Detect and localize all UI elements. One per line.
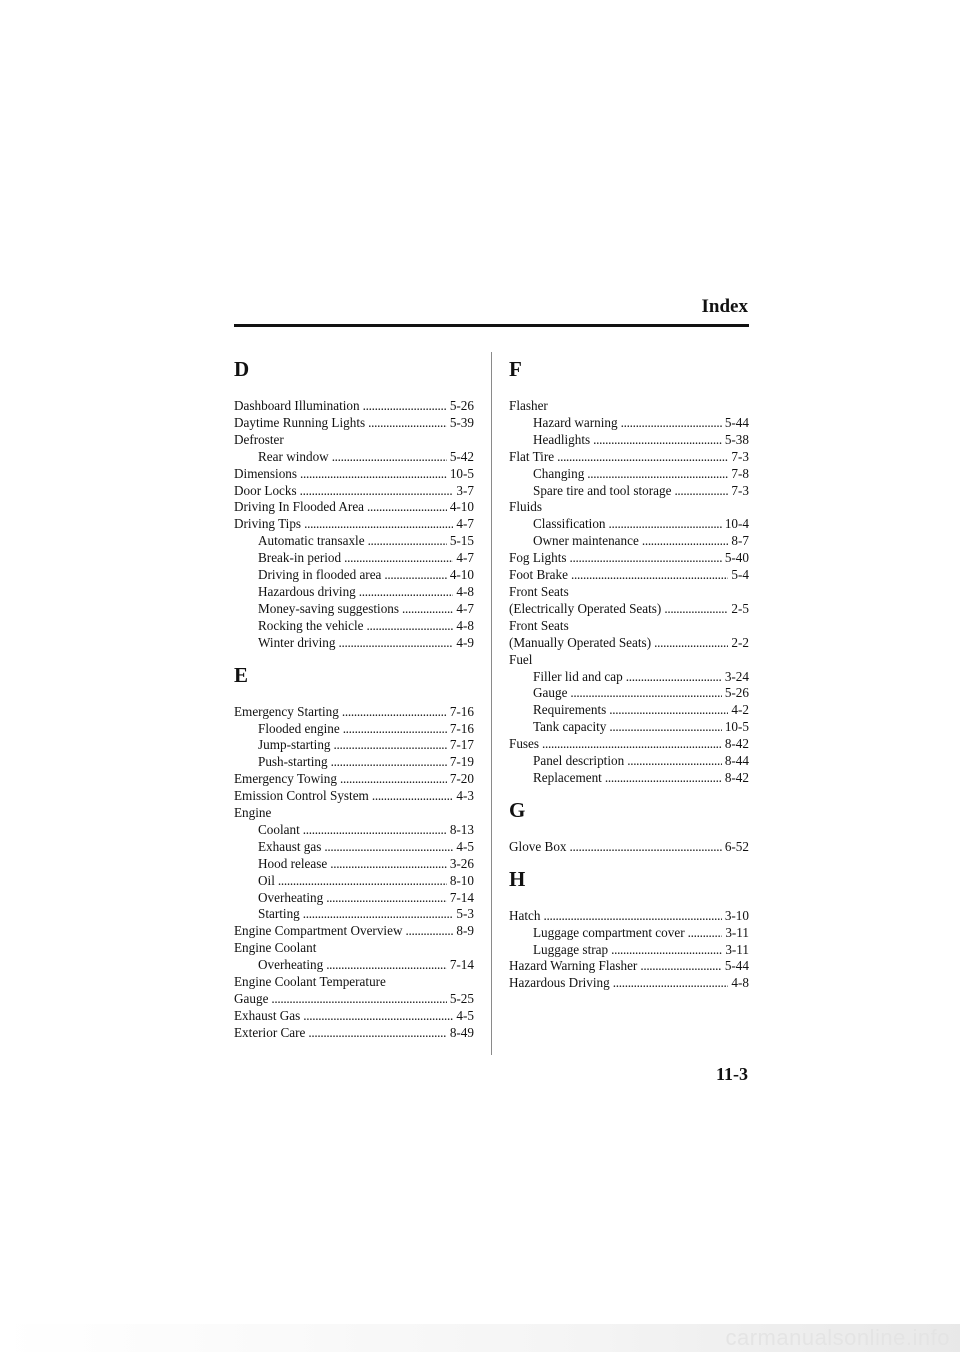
entry-term: Driving in flooded area bbox=[258, 567, 382, 583]
entry-page-ref: 7-8 bbox=[731, 465, 749, 481]
index-entry bbox=[234, 822, 474, 839]
index-entry bbox=[509, 584, 749, 601]
entry-page-ref: 4-8 bbox=[731, 975, 749, 991]
index-entry bbox=[234, 601, 474, 618]
index-entry bbox=[234, 449, 474, 466]
entry-term: Defroster bbox=[234, 431, 284, 447]
entry-term: Hazardous driving bbox=[258, 583, 356, 599]
index-entry bbox=[509, 601, 749, 618]
entry-term: Coolant bbox=[258, 821, 300, 837]
entry-term: Gauge bbox=[533, 685, 568, 701]
index-entry bbox=[234, 721, 474, 738]
index-entry bbox=[509, 753, 749, 770]
entry-page-ref: 7-20 bbox=[449, 771, 474, 787]
index-entry bbox=[509, 550, 749, 567]
entry-term: Emission Control System bbox=[234, 788, 369, 804]
index-entry bbox=[234, 704, 474, 721]
entry-term: Fog Lights bbox=[509, 550, 567, 566]
dot-leader bbox=[304, 516, 453, 533]
index-section bbox=[234, 356, 474, 652]
index-entry bbox=[234, 516, 474, 533]
entry-page-ref: 3-7 bbox=[456, 482, 474, 498]
entry-page-ref: 5-25 bbox=[449, 991, 474, 1006]
entry-term: Filler lid and cap bbox=[533, 668, 623, 684]
dot-leader bbox=[308, 1025, 446, 1042]
entry-term: Jump-starting bbox=[258, 737, 331, 753]
index-entry bbox=[234, 618, 474, 635]
index-entry bbox=[509, 483, 749, 500]
entry-page-ref: 4-7 bbox=[456, 516, 474, 532]
dot-leader bbox=[343, 721, 447, 738]
entry-page-ref: 7-16 bbox=[449, 703, 474, 719]
entry-page-ref: 4-5 bbox=[456, 1007, 474, 1023]
entry-page-ref: 7-17 bbox=[449, 737, 474, 753]
dot-leader bbox=[271, 991, 446, 1008]
entry-page-ref: 4-7 bbox=[456, 600, 474, 616]
section-letter: E bbox=[234, 662, 249, 687]
entry-term: Requirements bbox=[533, 702, 607, 718]
entry-term: (Manually Operated Seats) bbox=[509, 634, 652, 650]
entry-term: Hazard Warning Flasher bbox=[509, 958, 638, 974]
dot-leader bbox=[331, 754, 447, 771]
dot-leader bbox=[326, 890, 447, 907]
dot-leader bbox=[688, 925, 723, 942]
dot-leader bbox=[627, 753, 722, 770]
dot-leader bbox=[626, 669, 722, 686]
entry-page-ref: 4-9 bbox=[456, 634, 474, 650]
entry-page-ref: 8-7 bbox=[731, 533, 749, 549]
entry-term: Winter driving bbox=[258, 634, 336, 650]
index-entry bbox=[234, 940, 474, 957]
watermark: carmanualsonline.info bbox=[0, 1324, 960, 1352]
dot-leader bbox=[303, 1008, 453, 1025]
entry-term: Flooded engine bbox=[258, 720, 340, 736]
dot-leader bbox=[542, 736, 722, 753]
entry-page-ref: 4-7 bbox=[456, 550, 474, 566]
entry-page-ref: 8-42 bbox=[724, 736, 749, 752]
entry-page-ref: 6-52 bbox=[724, 838, 749, 854]
entry-page-ref: 5-15 bbox=[449, 533, 474, 549]
entry-term: (Electrically Operated Seats) bbox=[509, 600, 662, 616]
entry-page-ref: 5-4 bbox=[731, 567, 749, 583]
index-entry bbox=[234, 398, 474, 415]
entry-page-ref: 5-26 bbox=[449, 398, 474, 413]
dot-leader bbox=[366, 618, 453, 635]
index-entry bbox=[234, 432, 474, 449]
entry-term: Dashboard Illumination bbox=[234, 398, 360, 413]
entry-page-ref: 4-5 bbox=[456, 838, 474, 854]
entry-page-ref: 10-5 bbox=[449, 465, 474, 481]
entry-page-ref: 7-3 bbox=[731, 482, 749, 498]
entry-term: Changing bbox=[533, 465, 585, 481]
index-entry bbox=[234, 1025, 474, 1042]
entry-term: Classification bbox=[533, 516, 606, 532]
entry-page-ref: 7-16 bbox=[449, 720, 474, 736]
index-column-right bbox=[509, 352, 749, 992]
dot-leader bbox=[609, 719, 721, 736]
entry-term: Driving Tips bbox=[234, 516, 302, 532]
index-entry bbox=[509, 432, 749, 449]
dot-leader bbox=[587, 466, 728, 483]
entry-term: Panel description bbox=[533, 753, 625, 769]
entry-term: Gauge bbox=[234, 991, 269, 1006]
index-entry bbox=[509, 635, 749, 652]
dot-leader bbox=[544, 908, 722, 925]
index-entry bbox=[509, 839, 749, 856]
entry-page-ref: 5-26 bbox=[724, 685, 749, 701]
dot-leader bbox=[367, 499, 447, 516]
entry-page-ref: 8-9 bbox=[456, 923, 474, 939]
index-entry bbox=[509, 533, 749, 550]
index-entry bbox=[234, 890, 474, 907]
section-letter: H bbox=[509, 866, 526, 891]
entry-term: Fuses bbox=[509, 736, 540, 752]
entry-term: Luggage strap bbox=[533, 941, 609, 957]
entry-page-ref: 10-4 bbox=[724, 516, 749, 532]
dot-leader bbox=[654, 635, 728, 652]
entry-term: Money-saving suggestions bbox=[258, 600, 400, 616]
index-entry bbox=[234, 974, 474, 991]
dot-leader bbox=[363, 398, 447, 415]
index-entry bbox=[509, 415, 749, 432]
entry-term: Replacement bbox=[533, 769, 602, 785]
entry-term: Owner maintenance bbox=[533, 533, 639, 549]
index-entry bbox=[234, 906, 474, 923]
dot-leader bbox=[338, 635, 453, 652]
dot-leader bbox=[384, 567, 446, 584]
entry-page-ref: 3-11 bbox=[725, 941, 749, 957]
entry-term: Fuel bbox=[509, 651, 533, 667]
dot-leader bbox=[570, 685, 721, 702]
entry-term: Oil bbox=[258, 872, 275, 888]
section-letter: G bbox=[509, 797, 526, 822]
entry-term: Flasher bbox=[509, 398, 548, 413]
entry-term: Daytime Running Lights bbox=[234, 414, 366, 430]
entry-term: Push-starting bbox=[258, 754, 328, 770]
index-entry bbox=[234, 466, 474, 483]
dot-leader bbox=[640, 958, 721, 975]
dot-leader bbox=[330, 856, 447, 873]
dot-leader bbox=[278, 873, 447, 890]
index-entry bbox=[509, 908, 749, 925]
index-entry bbox=[509, 736, 749, 753]
index-entry bbox=[234, 483, 474, 500]
entry-page-ref: 10-5 bbox=[724, 719, 749, 735]
entry-page-ref: 8-10 bbox=[449, 872, 474, 888]
dot-leader bbox=[593, 432, 722, 449]
dot-leader bbox=[324, 839, 453, 856]
index-entry bbox=[509, 958, 749, 975]
index-entry bbox=[234, 873, 474, 890]
entry-term: Spare tire and tool storage bbox=[533, 482, 672, 498]
index-entry bbox=[234, 754, 474, 771]
entry-page-ref: 5-44 bbox=[724, 958, 749, 974]
entry-term: Rocking the vehicle bbox=[258, 617, 364, 633]
dot-leader bbox=[664, 601, 728, 618]
entry-page-ref: 8-42 bbox=[724, 769, 749, 785]
entry-page-ref: 7-3 bbox=[731, 448, 749, 464]
column-divider bbox=[491, 352, 492, 1055]
index-entry bbox=[509, 449, 749, 466]
dot-leader bbox=[300, 483, 454, 500]
index-entry bbox=[234, 737, 474, 754]
entry-term: Hazard warning bbox=[533, 414, 618, 430]
index-entry bbox=[509, 925, 749, 942]
dot-leader bbox=[571, 567, 728, 584]
index-entry bbox=[509, 685, 749, 702]
index-entry bbox=[509, 652, 749, 669]
entry-page-ref: 3-10 bbox=[724, 907, 749, 923]
dot-leader bbox=[570, 839, 722, 856]
entry-term: Luggage compartment cover bbox=[533, 924, 685, 940]
dot-leader bbox=[368, 415, 447, 432]
entry-term: Front Seats bbox=[509, 583, 569, 599]
entry-page-ref: 3-26 bbox=[449, 855, 474, 871]
entry-term: Exhaust Gas bbox=[234, 1007, 301, 1023]
page-title: Index bbox=[701, 296, 748, 317]
entry-term: Fluids bbox=[509, 499, 542, 515]
entry-term: Driving In Flooded Area bbox=[234, 499, 365, 515]
index-entry bbox=[509, 516, 749, 533]
entry-term: Engine bbox=[234, 805, 272, 821]
index-entry bbox=[509, 975, 749, 992]
entry-term: Exhaust gas bbox=[258, 838, 322, 854]
index-entry bbox=[234, 567, 474, 584]
entry-page-ref: 2-2 bbox=[731, 634, 749, 650]
entry-page-ref: 8-44 bbox=[724, 753, 749, 769]
entry-page-ref: 4-8 bbox=[456, 617, 474, 633]
entry-page-ref: 7-14 bbox=[449, 957, 474, 973]
entry-term: Automatic transaxle bbox=[258, 533, 365, 549]
entry-page-ref: 4-10 bbox=[449, 499, 474, 515]
dot-leader bbox=[326, 957, 447, 974]
index-entry bbox=[509, 398, 749, 415]
dot-leader bbox=[613, 975, 729, 992]
entry-page-ref: 8-49 bbox=[449, 1024, 474, 1040]
dot-leader bbox=[303, 906, 454, 923]
dot-leader bbox=[611, 942, 722, 959]
entry-term: Door Locks bbox=[234, 482, 297, 498]
dot-leader bbox=[334, 737, 447, 754]
index-entry bbox=[509, 466, 749, 483]
entry-term: Starting bbox=[258, 906, 300, 922]
index-entry bbox=[509, 702, 749, 719]
index-entry bbox=[234, 635, 474, 652]
entry-page-ref: 5-40 bbox=[724, 550, 749, 566]
index-entry bbox=[509, 499, 749, 516]
entry-term: Hatch bbox=[509, 907, 541, 923]
entry-page-ref: 4-8 bbox=[456, 583, 474, 599]
entry-page-ref: 4-3 bbox=[456, 788, 474, 804]
index-entry bbox=[509, 669, 749, 686]
index-entry bbox=[509, 942, 749, 959]
entry-page-ref: 5-39 bbox=[449, 414, 474, 430]
index-entry bbox=[234, 957, 474, 974]
dot-leader bbox=[342, 704, 447, 721]
dot-leader bbox=[609, 516, 722, 533]
entry-term: Emergency Starting bbox=[234, 703, 339, 719]
index-column-left bbox=[234, 352, 474, 1042]
entry-page-ref: 3-24 bbox=[724, 668, 749, 684]
entry-term: Engine Compartment Overview bbox=[234, 923, 403, 939]
index-entry bbox=[234, 499, 474, 516]
dot-leader bbox=[359, 584, 454, 601]
index-entry bbox=[234, 991, 474, 1008]
entry-term: Break-in period bbox=[258, 550, 342, 566]
dot-leader bbox=[557, 449, 728, 466]
entry-term: Tank capacity bbox=[533, 719, 607, 735]
entry-page-ref: 7-19 bbox=[449, 754, 474, 770]
entry-term: Flat Tire bbox=[509, 448, 555, 464]
dot-leader bbox=[402, 601, 453, 618]
entry-term: Overheating bbox=[258, 957, 324, 973]
index-entry bbox=[509, 770, 749, 787]
entry-page-ref: 4-2 bbox=[731, 702, 749, 718]
index-entry bbox=[234, 550, 474, 567]
dot-leader bbox=[605, 770, 722, 787]
entry-term: Overheating bbox=[258, 889, 324, 905]
entry-page-ref: 5-3 bbox=[456, 906, 474, 922]
index-entry bbox=[509, 618, 749, 635]
index-section bbox=[509, 866, 749, 993]
dot-leader bbox=[674, 483, 728, 500]
entry-page-ref: 7-14 bbox=[449, 889, 474, 905]
entry-page-ref: 5-44 bbox=[724, 414, 749, 430]
index-entry bbox=[234, 533, 474, 550]
entry-page-ref: 5-42 bbox=[449, 448, 474, 464]
index-entry bbox=[234, 771, 474, 788]
entry-term: Engine Coolant Temperature bbox=[234, 974, 386, 990]
entry-term: Rear window bbox=[258, 448, 329, 464]
entry-term: Glove Box bbox=[509, 838, 567, 854]
dot-leader bbox=[300, 466, 447, 483]
section-letter: F bbox=[509, 357, 522, 381]
dot-leader bbox=[344, 550, 453, 567]
entry-term: Emergency Towing bbox=[234, 771, 337, 787]
entry-term: Exterior Care bbox=[234, 1024, 306, 1040]
dot-leader bbox=[609, 702, 728, 719]
header-rule bbox=[234, 324, 749, 327]
entry-term: Foot Brake bbox=[509, 567, 568, 583]
entry-term: Front Seats bbox=[509, 617, 569, 633]
index-section bbox=[234, 662, 474, 1042]
entry-term: Engine Coolant bbox=[234, 940, 317, 956]
dot-leader bbox=[642, 533, 729, 550]
entry-term: Hood release bbox=[258, 855, 328, 871]
index-entry bbox=[234, 805, 474, 822]
entry-term: Headlights bbox=[533, 431, 591, 447]
entry-page-ref: 3-11 bbox=[725, 924, 749, 940]
entry-page-ref: 8-13 bbox=[449, 821, 474, 837]
dot-leader bbox=[368, 533, 447, 550]
index-entry bbox=[234, 788, 474, 805]
dot-leader bbox=[621, 415, 722, 432]
dot-leader bbox=[332, 449, 447, 466]
index-entry bbox=[234, 1008, 474, 1025]
index-entry bbox=[234, 856, 474, 873]
dot-leader bbox=[405, 923, 453, 940]
dot-leader bbox=[303, 822, 447, 839]
index-entry bbox=[234, 923, 474, 940]
entry-term: Hazardous Driving bbox=[509, 975, 610, 991]
dot-leader bbox=[372, 788, 454, 805]
page-number: 11-3 bbox=[715, 1064, 748, 1084]
dot-leader bbox=[570, 550, 722, 567]
index-entry bbox=[234, 839, 474, 856]
index-section bbox=[509, 356, 749, 787]
entry-term: Dimensions bbox=[234, 465, 298, 481]
entry-page-ref: 5-38 bbox=[724, 431, 749, 447]
entry-page-ref: 2-5 bbox=[731, 600, 749, 616]
index-entry bbox=[234, 584, 474, 601]
index-entry bbox=[234, 415, 474, 432]
index-entry bbox=[509, 567, 749, 584]
section-letter: D bbox=[234, 357, 250, 381]
index-entry bbox=[509, 719, 749, 736]
dot-leader bbox=[340, 771, 447, 788]
index-section bbox=[509, 797, 749, 856]
entry-page-ref: 4-10 bbox=[449, 567, 474, 583]
